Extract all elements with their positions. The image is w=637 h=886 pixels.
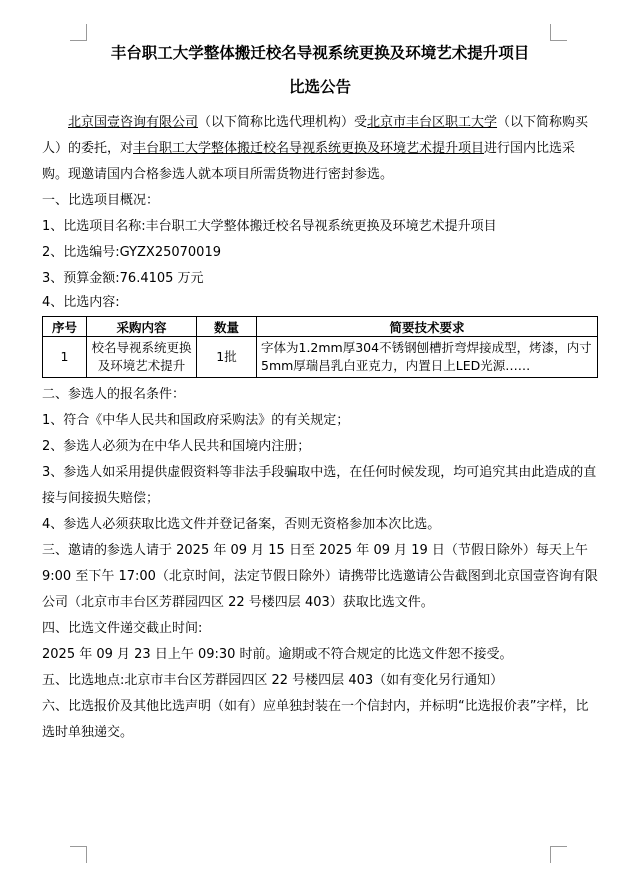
agent-name: 北京国壹咨询有限公司 bbox=[68, 115, 199, 130]
table-row bbox=[43, 337, 598, 378]
section-4-body: 2025 年 09 月 23 日上午 09:30 时前。逾期或不符合规定的比选文件恕不接受。 bbox=[42, 647, 513, 662]
section-1-heading: 一、比选项目概况： bbox=[42, 193, 160, 208]
table-header-requirements: 简要技术要求 bbox=[257, 317, 598, 337]
table-header-row bbox=[43, 317, 598, 337]
section-1-item-3: 3、预算金额:76.4105 万元 bbox=[42, 271, 204, 286]
section-4-heading: 四、比选文件递交截止时间: bbox=[42, 621, 203, 636]
intro-text-1: （以下简称比选代理机构）受 bbox=[198, 115, 368, 130]
table-header-qty: 数量 bbox=[197, 317, 257, 337]
section-6-paragraph: 六、比选报价及其他比选声明（如有）应单独封装在一个信封内，并标明“比选报价表”字样，比选时单独递交。 bbox=[42, 699, 589, 740]
section-2-item-2: 2、参选人必须为在中华人民共和国境内注册； bbox=[42, 439, 311, 454]
intro-text-3: 进行国内比选采购。现邀请国内合格参选人就本项目所需货物进行密封参选。 bbox=[42, 141, 576, 182]
crop-mark-bottom-left bbox=[70, 846, 87, 863]
project-name: 丰台职工大学整体搬迁校名导视系统更换及环境艺术提升项目 bbox=[133, 141, 485, 156]
cell-requirements: 字体为1.2mm厚304不锈钢刨槽折弯焊接成型，烤漆，内寸5mm厚瑞昌乳白亚克力，内置日上LED光源…… bbox=[257, 337, 598, 378]
cell-no: 1 bbox=[43, 337, 87, 378]
section-3-paragraph: 三、邀请的参选人请于 2025 年 09 月 15 日至 2025 年 09 月 19 日（节假日除外）每天上午 9:00 至下午 17:00（北京时间，法定节假日除外）请携带比选邀请公告截图到北京国壹咨询有限公司（北京市丰台区芳群园四区 22 号楼四层 403）获取比选文件。 bbox=[42, 543, 598, 610]
crop-mark-top-right bbox=[550, 24, 567, 41]
section-1-item-4: 4、比选内容: bbox=[42, 295, 120, 310]
intro-paragraph bbox=[42, 110, 598, 188]
section-1-item-1: 1、比选项目名称:丰台职工大学整体搬迁校名导视系统更换及环境艺术提升项目 bbox=[42, 219, 497, 234]
table-header-content: 采购内容 bbox=[87, 317, 197, 337]
section-2-item-4: 4、参选人必须获取比选文件并登记备案，否则无资格参加本次比选。 bbox=[42, 517, 441, 532]
cell-content: 校名导视系统更换及环境艺术提升 bbox=[87, 337, 197, 378]
cell-qty: 1批 bbox=[197, 337, 257, 378]
buyer-name: 北京市丰台区职工大学 bbox=[367, 115, 498, 130]
document-subtitle: 比选公告 bbox=[288, 78, 351, 96]
crop-mark-top-left bbox=[70, 24, 87, 41]
procurement-table bbox=[42, 316, 598, 378]
section-5-paragraph: 五、比选地点:北京市丰台区芳群园四区 22 号楼四层 403（如有变化另行通知） bbox=[42, 673, 504, 688]
section-2-item-3: 3、参选人如采用提供虚假资料等非法手段骗取中选，在任何时候发现，均可追究其由此造成的直接与间接损失赔偿； bbox=[42, 465, 597, 506]
crop-mark-bottom-right bbox=[550, 846, 567, 863]
intro-text-2: （以下简称购买人）的委托，对 bbox=[42, 115, 589, 156]
document-title: 丰台职工大学整体搬迁校名导视系统更换及环境艺术提升项目 bbox=[110, 44, 530, 62]
section-1-item-2: 2、比选编号:GYZX25070019 bbox=[42, 245, 221, 260]
section-2-heading: 二、参选人的报名条件： bbox=[42, 387, 186, 402]
table-header-no: 序号 bbox=[43, 317, 87, 337]
document-body bbox=[42, 42, 598, 746]
section-2-item-1: 1、符合《中华人民共和国政府采购法》的有关规定； bbox=[42, 413, 350, 428]
